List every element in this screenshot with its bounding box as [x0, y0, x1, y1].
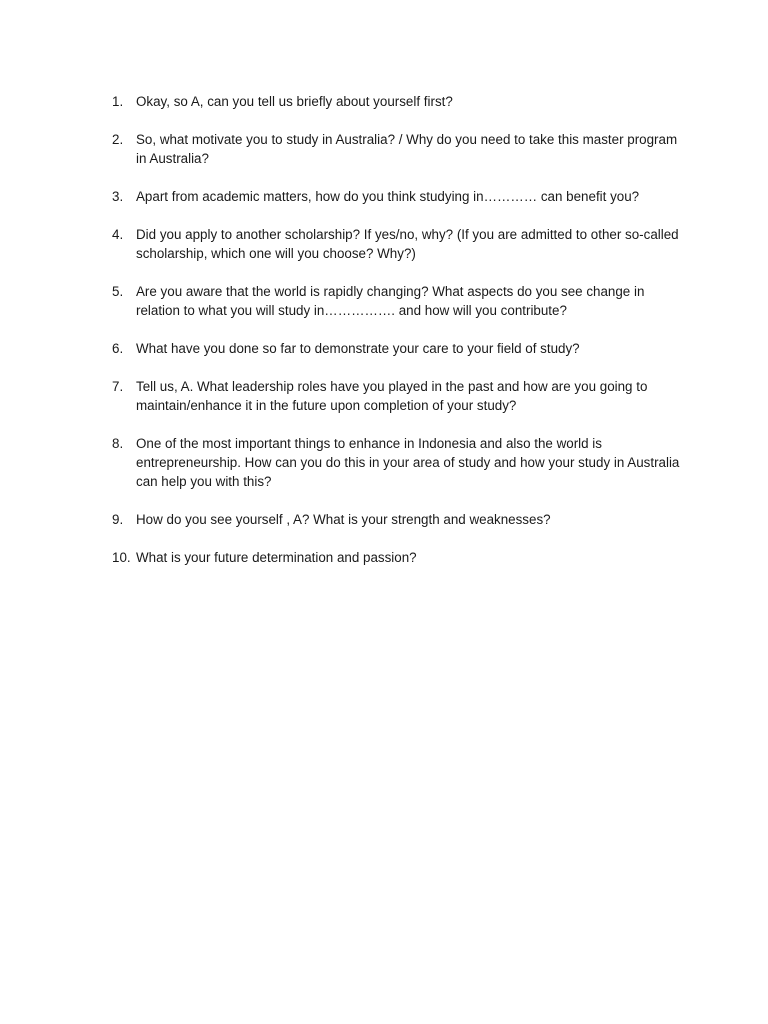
list-item — [112, 548, 682, 567]
question-text: What have you done so far to demonstrate your care to your field of study? — [136, 341, 580, 356]
question-text: Did you apply to another scholarship? If yes/no, why? (If you are admitted to other so-called scholarship, which one will you choose? Why?) — [136, 227, 679, 261]
question-number: 9. — [112, 512, 124, 527]
list-item — [112, 339, 682, 358]
question-text: Okay, so A, can you tell us briefly about yourself first? — [136, 94, 453, 109]
list-item — [112, 377, 682, 415]
question-text: Apart from academic matters, how do you think studying in………… can benefit you? — [136, 189, 640, 204]
question-number: 10. — [112, 550, 131, 565]
question-number: 3. — [112, 189, 124, 204]
list-item — [112, 187, 682, 206]
list-item — [112, 130, 682, 168]
list-item — [112, 225, 682, 263]
question-number: 8. — [112, 436, 124, 451]
question-text: Are you aware that the world is rapidly changing? What aspects do you see change in relation to what you will study in……………. and how will you contribute? — [136, 284, 645, 318]
question-number: 5. — [112, 284, 124, 299]
question-number: 7. — [112, 379, 124, 394]
list-item — [112, 282, 682, 320]
list-item — [112, 510, 682, 529]
list-item — [112, 92, 682, 111]
question-number: 2. — [112, 132, 124, 147]
list-item — [112, 434, 682, 491]
question-text: So, what motivate you to study in Australia? / Why do you need to take this master program in Australia? — [136, 132, 678, 166]
question-number: 1. — [112, 94, 124, 109]
question-text: How do you see yourself , A? What is your strength and weaknesses? — [136, 512, 551, 527]
question-number: 6. — [112, 341, 124, 356]
question-list — [112, 92, 682, 586]
question-number: 4. — [112, 227, 124, 242]
question-text: Tell us, A. What leadership roles have you played in the past and how are you going to maintain/enhance it in the future upon completion of your study? — [136, 379, 648, 413]
question-text: One of the most important things to enhance in Indonesia and also the world is entrepreneurship. How can you do this in your area of study and how your study in Australia can help you with this? — [136, 436, 680, 489]
question-text: What is your future determination and passion? — [136, 550, 417, 565]
